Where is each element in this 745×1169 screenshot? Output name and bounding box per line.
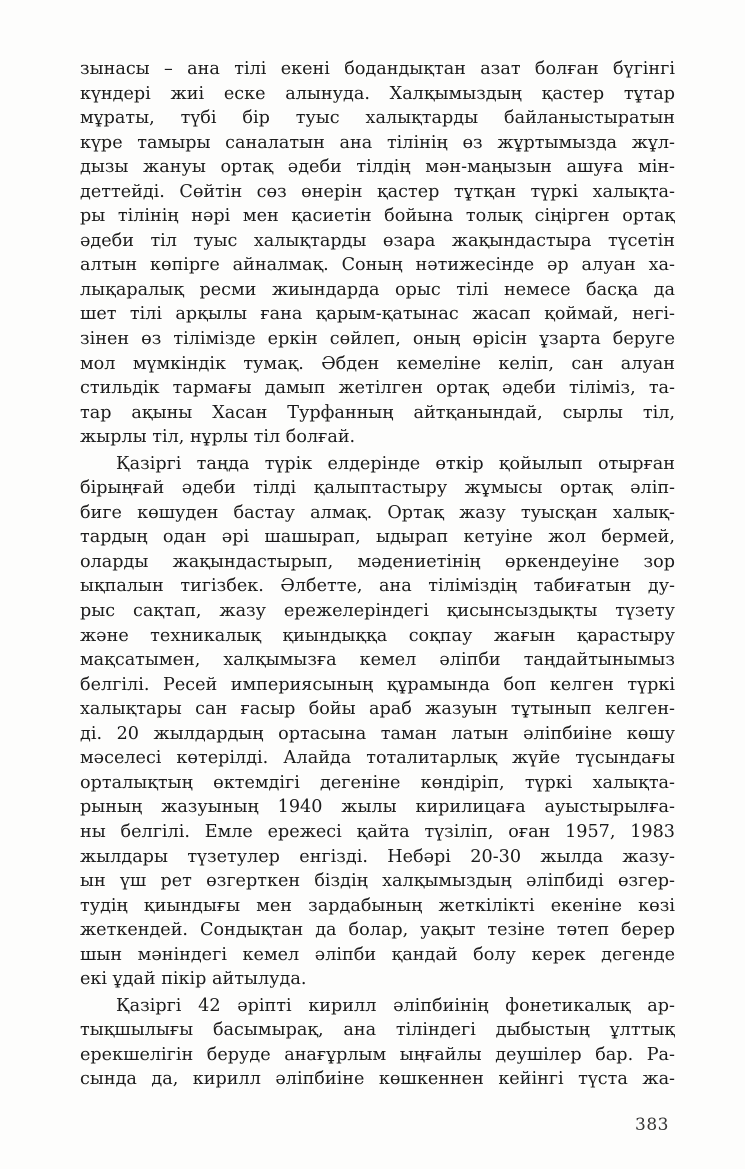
page-number: 383 xyxy=(635,1115,669,1135)
text-line: оларды жақындастырып, мәдениетінің өркендеуіне зор xyxy=(80,551,675,572)
text-line: мақсатымен, халқымызға кемел әліпби таңдайтынымыз xyxy=(80,650,675,671)
body-text xyxy=(80,57,675,1092)
text-line: мол мүмкіндік тумақ. Әбден кемеліне келіп, сан алуан xyxy=(80,353,675,374)
text-line: дызы жануы ортақ әдеби тілдің мән-маңызын ашуға мін- xyxy=(80,157,675,178)
paragraph xyxy=(80,994,675,1092)
text-line: халықтары сан ғасыр бойы араб жазуын тұтынып келген- xyxy=(80,699,675,720)
text-line: Қазіргі таңда түрік елдерінде өткір қойылып отырған xyxy=(116,453,675,474)
text-line: екі ұдай пікір айтылуда. xyxy=(80,969,307,990)
text-line: және техникалық қиындыққа соқпау жағын қарастыру xyxy=(80,625,675,646)
text-line: белгілі. Ресей империясының құрамында боп келген түркі xyxy=(80,674,675,695)
text-line: мұраты, түбі бір туыс халықтарды байланыстыратын xyxy=(80,108,675,129)
text-line: тықшылығы басымырақ, ана тіліндегі дыбыстың ұлттық xyxy=(80,1020,675,1041)
text-line: күре тамыры саналатын ана тілінің өз жұртымызда жұл- xyxy=(80,132,675,153)
text-line: жеткендей. Сондықтан да болар, уақыт тезіне төтеп берер xyxy=(80,920,675,941)
text-line: шет тілі арқылы ғана қарым-қатынас жасап қоймай, негі- xyxy=(80,304,675,325)
text-line: тудің қиындығы мен зардабының жеткілікті екеніне көзі xyxy=(80,895,675,916)
text-line: ын үш рет өзгерткен біздің халқымыздың әліпбиді өзгер- xyxy=(80,871,675,892)
text-line: тар ақыны Хасан Турфанның айтқанындай, сырлы тіл, xyxy=(80,402,675,423)
text-line: ны белгілі. Емле ережесі қайта түзіліп, оған 1957, 1983 xyxy=(80,821,675,842)
text-line: күндері жиі еске алынуда. Халқымыздың қастер тұтар xyxy=(80,83,675,104)
text-line: жырлы тіл, нұрлы тіл болғай. xyxy=(80,427,356,448)
text-line: Қазіргі 42 әріпті кирилл әліпбиінің фонетикалық ар- xyxy=(116,995,675,1016)
text-line: тардың одан әрі шашырап, ыдырап кетуіне жол бермей, xyxy=(80,527,675,548)
text-line: ықпалын тигізбек. Әлбетте, ана тіліміздің табиғатын ду- xyxy=(80,576,675,597)
text-line: лықаралық ресми жиындарда орыс тілі немесе басқа да xyxy=(80,279,675,300)
text-line: бірыңғай әдеби тілді қалыптастыру жұмысы ортақ әліп- xyxy=(80,478,675,499)
text-line: жылдары түзетулер енгізді. Небәрі 20-30 жылда жазу- xyxy=(80,846,675,867)
text-line: зынасы – ана тілі екені бодандықтан азат болған бүгінгі xyxy=(80,59,675,79)
text-line: орталықтың өктемдігі дегеніне көндіріп, түркі халықта- xyxy=(80,772,675,793)
text-line: әдеби тіл туыс халықтарды өзара жақындастыра түсетін xyxy=(80,230,675,251)
paragraph xyxy=(80,57,675,450)
text-line: рының жазуының 1940 жылы кирилицаға ауыстырылға- xyxy=(80,797,675,818)
text-line: биге көшуден бастау алмақ. Ортақ жазу туысқан халық- xyxy=(80,502,675,523)
paragraph xyxy=(80,452,675,992)
text-line: ді. 20 жылдардың ортасына таман латын әліпбиіне көшу xyxy=(80,723,675,744)
text-line: зінен өз тілімізде еркін сөйлеп, оның өрісін ұзарта беруге xyxy=(80,329,675,350)
text-line: сында да, кирилл әліпбиіне көшкеннен кейінгі түста жа- xyxy=(80,1069,675,1090)
text-line: мәселесі көтерілді. Алайда тоталитарлық жүйе түсындағы xyxy=(80,748,675,769)
text-line: стильдік тармағы дамып жетілген ортақ әдеби тіліміз, та- xyxy=(80,378,675,399)
text-line: шын мәніндегі кемел әліпби қандай болу керек дегенде xyxy=(80,944,675,965)
text-line: рыс сақтап, жазу ережелеріндегі қисынсыздықты түзету xyxy=(80,601,675,622)
text-line: алтын көпірге айналмақ. Соның нәтижесінде әр алуан ха- xyxy=(80,255,675,276)
text-line: ры тілінің нәрі мен қасиетін бойына толық сіңірген ортақ xyxy=(80,206,675,227)
text-line: ерекшелігін беруде анағұрлым ыңғайлы деушілер бар. Ра- xyxy=(80,1044,675,1065)
text-line: деттейді. Сөйтін сөз өнерін қастер тұтқан түркі халықта- xyxy=(80,181,675,202)
